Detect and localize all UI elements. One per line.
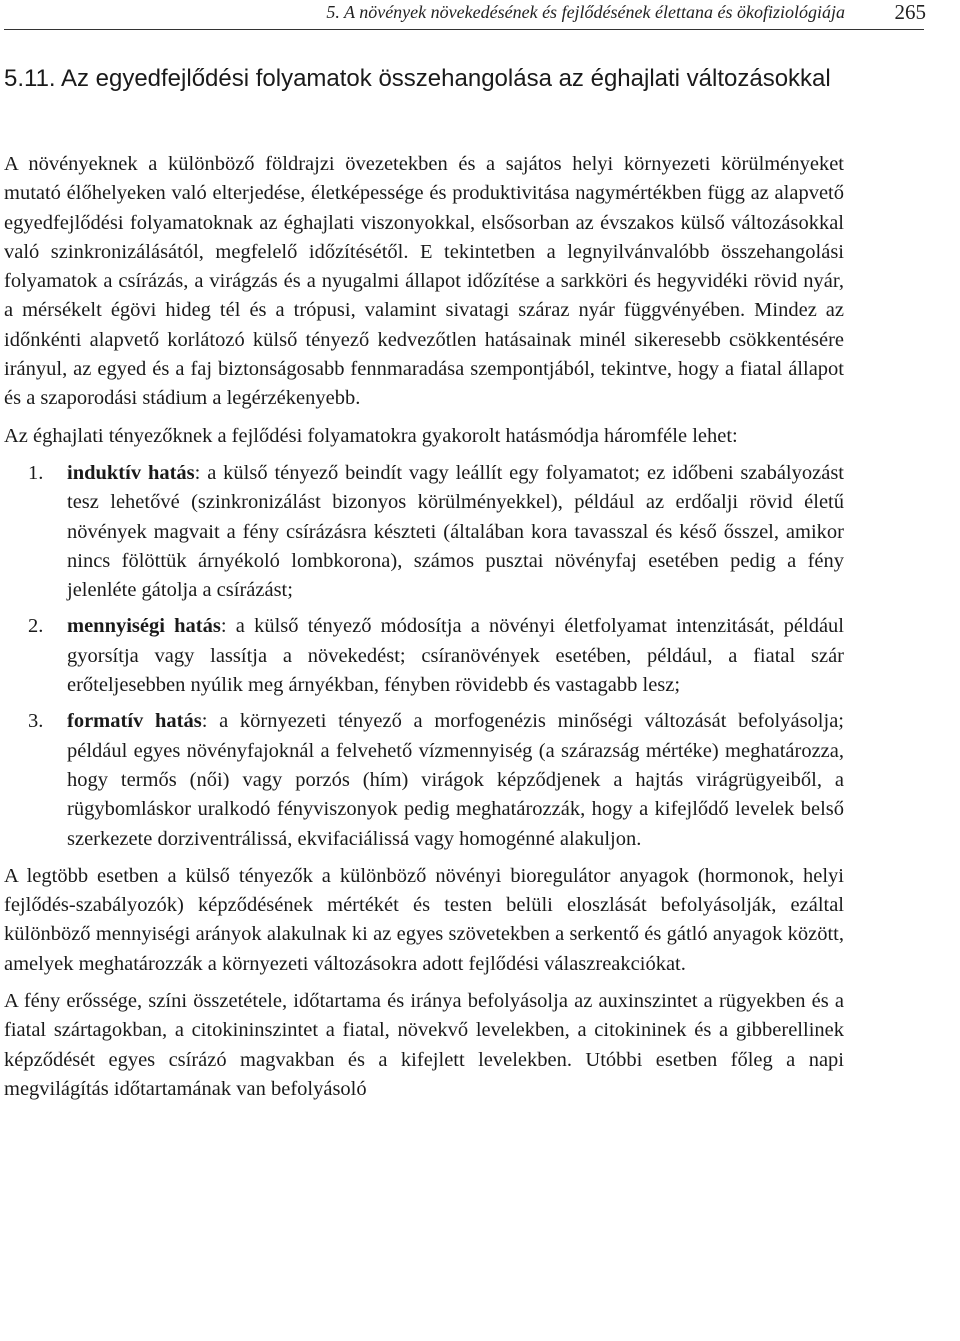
- list-item-term: mennyiségi hatás: [67, 615, 221, 638]
- effect-types-list: [4, 459, 844, 854]
- list-item-number: 2.: [28, 615, 44, 638]
- list-item-term: induktív hatás: [67, 461, 195, 484]
- list-item-term: formatív hatás: [67, 710, 202, 733]
- list-item-text: : a külső tényező módosítja a növényi életfolyamat intenzitását, például gyorsítja vagy lassítja a növekedést; csíranövények esetében, például, a fiatal szár erőteljesebben nyúlik meg árnyékban, fényben rövidebb és vastagabb lesz;: [67, 615, 845, 697]
- body-text: [4, 150, 844, 1112]
- list-item: [4, 459, 844, 605]
- paragraph-intro: A növényeknek a különböző földrajzi övezetekben és a sajátos helyi környezeti körülményeket mutató élőhelyeken való elterjedése, életképessége és produktivitása nagymértékben függ az alapvető egyedfejlődési folyamatoknak az éghajlati viszonyokkal, elsősorban az évszakos külső változásokkal való szinkronizálásától, megfelelő időzítésétől. E tekintetben a legnyilvánvalóbb összehangolási folyamatok a csírázás, a virágzás és a nyugalmi állapot időzítése a sarkköri és hegyvidéki rövid nyár, a mérsékelt égövi hideg tél és a trópusi, valamint sivatagi száraz nyár függvényében. Mindez az időnkénti alapvető korlátozó külső tényező kedvezőtlen hatásainak minél sikeresebb csökkentésére irányul, az egyed és a faj biztonságosabb fennmaradása szempontjából, tekintve, hogy a fiatal állapot és a szaporodási stádium a legérzékenyebb.: [4, 153, 844, 410]
- list-item: [4, 707, 844, 853]
- running-header: 5. A növények növekedésének és fejlődésének élettana és ökofiziológiája: [326, 2, 845, 22]
- paragraph-list-lead: Az éghajlati tényezőknek a fejlődési folyamatokra gyakorolt hatásmódja háromféle lehet:: [4, 424, 738, 447]
- list-item-number: 3.: [28, 710, 44, 733]
- list-item-text: : a környezeti tényező a morfogenézis minőségi változását befolyásolja; például egyes növényfajoknál a felvehető vízmennyiség (a szárazság mértéke) meghatározza, hogy termős (női) vagy porzós (hím) virágok képződjenek a hajtás virágrügyeiből, a rügybomláskor uralkodó fényviszonyok pedig meghatározzák, hogy a kifejlődő levelek belső szerkezete dorziventrálissá, ekvifaciálissá vagy homogénné alakuljon.: [67, 710, 844, 850]
- paragraph-bioregulators: A legtöbb esetben a külső tényezők a különböző növényi bioregulátor anyagok (hormonok, helyi fejlődés-szabályozók) képződésének mértékét és testen belüli eloszlását befolyásolják, ezáltal különböző mennyiségi arányok alakulnak ki az egyes szövetekben a serkentő és gátló anyagok között, amelyek meghatározzák a környezeti változásokra adott fejlődési válaszreakciókat.: [4, 864, 844, 975]
- paragraph-light-effects: A fény erőssége, színi összetétele, időtartama és iránya befolyásolja az auxinszintet a rügyekben és a fiatal szártagokban, a citokininszintet a fiatal, növekvő levelekben, a citokininek és a gibberellinek képződését egyes csírázó magvakban és a kifejlett levelekben. Utóbbi esetben főleg a napi megvilágítás időtartamának van befolyásoló: [4, 990, 844, 1100]
- list-item-text: : a külső tényező beindít vagy leállít egy folyamatot; ez időbeni szabályozást tesz lehetővé (szinkronizálást bizonyos körülményekkel), például az erdőalji rövid életű növények magvait a fény csírázásra készteti (általában kora tavasszal és késő ősszel, amikor nincs fölöttük árnyékoló lombkorona), számos pusztai növényfaj esetében pedig a fény jelenléte gátolja a csírázást;: [67, 461, 844, 602]
- list-item: [4, 612, 844, 700]
- section-title: 5.11. Az egyedfejlődési folyamatok összehangolása az éghajlati változásokkal: [4, 65, 831, 92]
- page-number: 265: [894, 0, 926, 24]
- header-rule: [4, 29, 924, 30]
- list-item-number: 1.: [28, 461, 44, 484]
